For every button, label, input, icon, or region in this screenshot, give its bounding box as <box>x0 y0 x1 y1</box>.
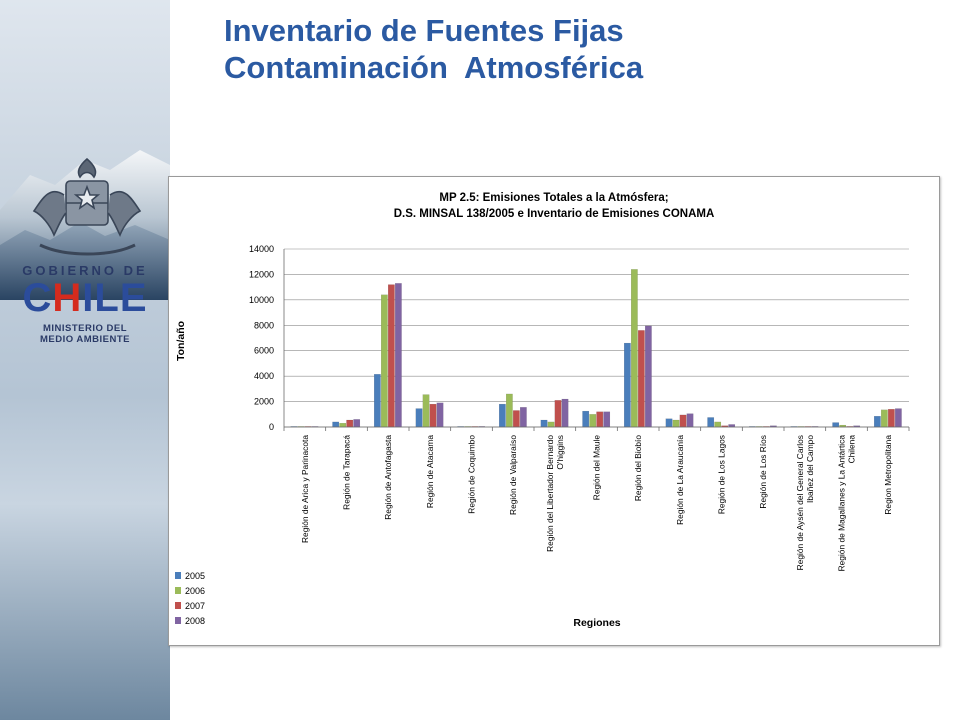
category-label: Región del Libertador Bernardo <box>544 435 555 552</box>
bar-2005-13 <box>833 423 839 427</box>
bar-2007-5 <box>513 410 519 427</box>
category-label: Región de Magallanes y La Antártica <box>836 435 847 572</box>
bar-2005-8 <box>624 343 630 427</box>
category-labels <box>300 435 893 572</box>
side-panel <box>0 0 170 720</box>
page-title-line1: Inventario de Fuentes Fijas <box>224 13 624 48</box>
bar-2007-9 <box>680 415 686 427</box>
bar-2008-6 <box>562 399 568 427</box>
chart-frame <box>168 176 940 646</box>
chart-title-line2: D.S. MINSAL 138/2005 e Inventario de Emisiones CONAMA <box>393 208 715 220</box>
category-label: Región de Atacama <box>424 435 435 509</box>
bar-2006-6 <box>548 422 554 427</box>
bar-2008-3 <box>437 403 443 427</box>
bar-2008-2 <box>395 283 401 427</box>
bar-2005-6 <box>541 420 547 427</box>
legend-swatch-2007 <box>175 602 181 609</box>
bar-2007-2 <box>388 285 394 427</box>
ministry-label <box>0 323 170 345</box>
bar-2005-5 <box>499 404 505 427</box>
bar-2008-5 <box>520 407 526 427</box>
bar-2006-8 <box>631 269 637 427</box>
legend-swatch-2008 <box>175 617 181 624</box>
bar-2005-14 <box>874 416 880 427</box>
bar-2008-1 <box>354 419 360 427</box>
category-label: Región de Coquimbo <box>466 435 477 514</box>
bar-2006-5 <box>506 394 512 427</box>
bar-2005-9 <box>666 419 672 427</box>
bar-2007-6 <box>555 400 561 427</box>
category-label: Región de La Araucanía <box>674 435 685 525</box>
bar-2008-9 <box>687 414 693 427</box>
category-label: Región del Maule <box>591 435 602 501</box>
bar-2007-1 <box>347 420 353 427</box>
legend-label-2007: 2007 <box>185 601 206 611</box>
legend-label-2006: 2006 <box>185 586 206 596</box>
bar-2006-7 <box>590 414 596 427</box>
category-label: O'higgins <box>554 435 565 470</box>
ministry-line1: MINISTERIO DEL <box>42 323 128 334</box>
bar-2007-14 <box>888 409 894 427</box>
category-label: Región de Los Lagos <box>716 435 727 515</box>
category-label: Región de Valparaíso <box>508 435 519 515</box>
x-axis-title: Regiones <box>573 617 621 629</box>
bar-2005-10 <box>708 417 714 427</box>
bar-2007-8 <box>638 330 644 427</box>
category-label: Región de Tarapacá <box>341 435 352 510</box>
chile-letters-rest: ILE <box>82 276 148 320</box>
bar-2006-1 <box>340 423 346 427</box>
y-tick-label: 2000 <box>253 396 274 407</box>
y-tick-label: 4000 <box>253 371 274 382</box>
chart-title-line1: MP 2.5: Emisiones Totales a la Atmósfera; <box>439 192 669 204</box>
ministry-line2: MEDIO AMBIENTE <box>39 334 131 345</box>
bar-2006-2 <box>381 295 387 427</box>
page-title-line2: Contaminación Atmosférica <box>224 50 644 85</box>
category-label: Región de Arica y Parinacota <box>299 435 310 544</box>
y-tick-label: 14000 <box>248 244 274 254</box>
y-tick-label: 0 <box>268 422 274 432</box>
category-label: Región de Aysén del General Carlos <box>794 435 805 571</box>
bar-2008-8 <box>645 326 651 427</box>
legend-swatch-2005 <box>175 572 181 579</box>
legend-label-2005: 2005 <box>185 571 206 581</box>
bar-2005-3 <box>416 409 422 427</box>
axes <box>249 244 909 432</box>
category-label: Región de Antofagasta <box>383 435 394 520</box>
bar-2007-7 <box>597 412 603 427</box>
bar-2005-1 <box>333 422 339 427</box>
bar-2007-3 <box>430 404 436 427</box>
legend <box>175 571 205 626</box>
gobierno-label: GOBIERNO DE <box>22 263 148 278</box>
category-label: Región de Los Ríos <box>758 435 769 509</box>
category-label: Región del Biobío <box>633 435 644 502</box>
bar-2005-2 <box>374 374 380 427</box>
y-tick-label: 12000 <box>248 269 274 280</box>
category-label: Region Metropolitana <box>883 435 894 515</box>
bar-2005-7 <box>583 411 589 427</box>
chile-letter-h: H <box>52 276 83 320</box>
bar-2006-3 <box>423 395 429 427</box>
bar-chart <box>169 177 939 645</box>
bar-2006-14 <box>881 410 887 427</box>
bar-2008-7 <box>604 412 610 427</box>
bar-2008-14 <box>895 409 901 427</box>
bars <box>291 269 902 427</box>
legend-swatch-2006 <box>175 587 181 594</box>
bar-2006-10 <box>715 422 721 427</box>
coat-of-arms-icon <box>20 155 155 265</box>
category-label: Chilena <box>846 435 857 464</box>
y-axis-title: Ton/año <box>175 320 187 362</box>
chile-logo <box>0 276 170 320</box>
chile-letter-c: C <box>22 276 53 320</box>
bar-2006-9 <box>673 420 679 427</box>
legend-label-2008: 2008 <box>185 616 206 626</box>
category-label: Ibañez del Campo <box>804 435 815 503</box>
y-tick-label: 10000 <box>248 294 274 305</box>
y-tick-label: 6000 <box>253 345 274 356</box>
y-tick-label: 8000 <box>253 320 274 331</box>
page-title <box>224 12 944 86</box>
